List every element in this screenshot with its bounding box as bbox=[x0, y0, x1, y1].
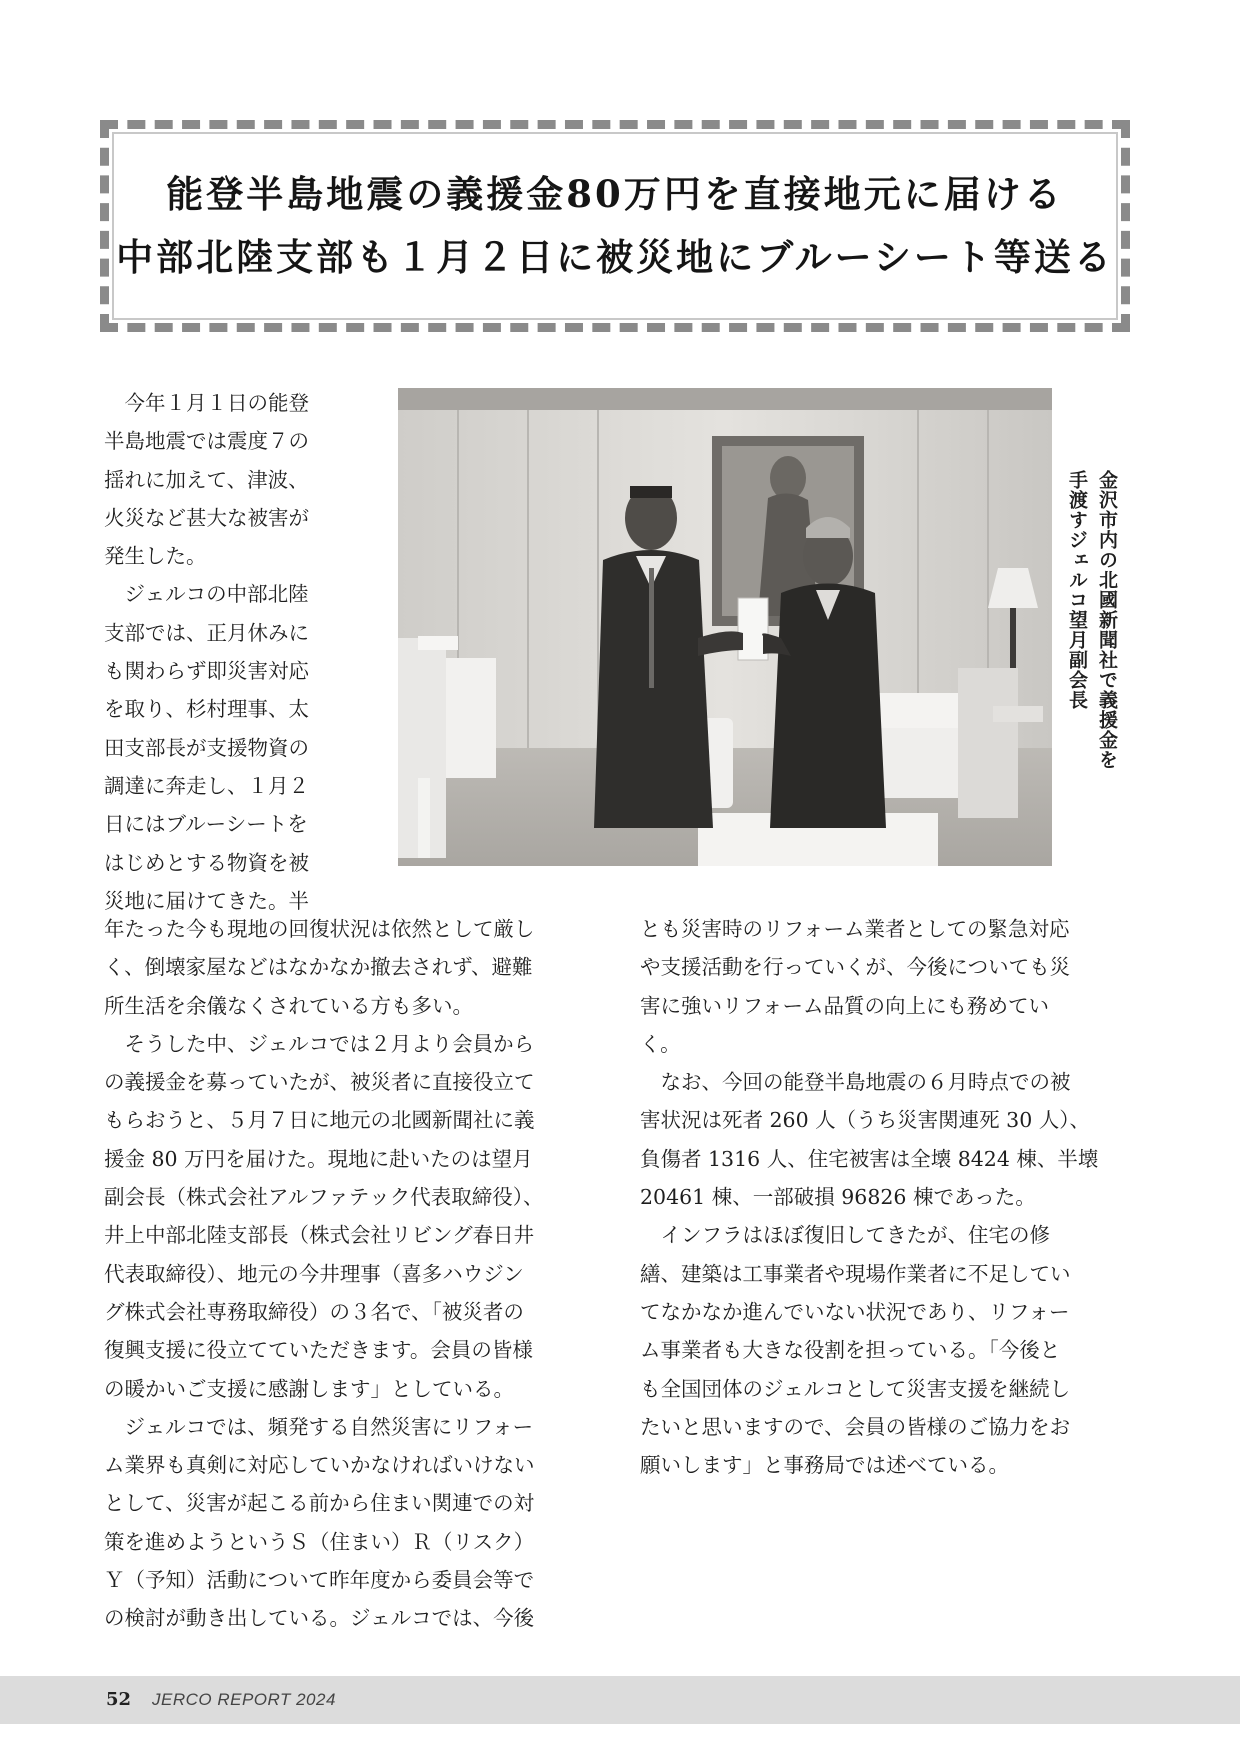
text-line: 今年１月１日の能登 bbox=[104, 391, 309, 415]
text-line: インフラはほぼ復旧してきたが、住宅の修 bbox=[640, 1223, 1050, 1248]
article-intro-column bbox=[104, 384, 340, 920]
text-line: 所生活を余儀なくされている方も多い。 bbox=[104, 993, 473, 1018]
text-line: 復興支援に役立てていただきます。会員の皆様 bbox=[104, 1338, 533, 1363]
article-photo bbox=[398, 388, 1052, 866]
text-line: ム業界も真剣に対応していかなければいけない bbox=[104, 1453, 535, 1478]
text-line: を取り、杉村理事、太 bbox=[104, 697, 309, 722]
text-line: 負傷者 1316 人、住宅被害は全壊 8424 棟、半壊 bbox=[640, 1146, 1099, 1171]
text-line: として、災害が起こる前から住まい関連での対 bbox=[104, 1491, 535, 1516]
text-line: 援金 80 万円を届けた。現地に赴いたのは望月 bbox=[104, 1146, 533, 1171]
publication-name: JERCO REPORT 2024 bbox=[152, 1690, 336, 1709]
text-line: も関わらず即災害対応 bbox=[104, 659, 309, 684]
text-line: ジェルコの中部北陸 bbox=[104, 582, 309, 607]
text-line: 代表取締役）、地元の今井理事（喜多ハウジン bbox=[104, 1261, 524, 1286]
text-line: 日にはブルーシートを bbox=[104, 812, 308, 837]
text-line: や支援活動を行っていくが、今後についても災 bbox=[640, 955, 1071, 980]
text-line: そうした中、ジェルコでは２月より会員から bbox=[104, 1031, 535, 1056]
title-box-inner-edge bbox=[112, 132, 1118, 320]
text-line: 願いします」と事務局では述べている。 bbox=[640, 1453, 1009, 1478]
text-line: 副会長（株式会社アルファテック代表取締役）、 bbox=[104, 1185, 544, 1210]
text-line: 策を進めようというＳ（住まい）Ｒ（リスク） bbox=[104, 1529, 535, 1554]
title-line-2: 中部北陸支部も１月２日に被災地にブルーシート等送る bbox=[116, 235, 1114, 279]
text-line: 害状況は死者 260 人（うち災害関連死 30 人）、 bbox=[640, 1108, 1091, 1133]
text-line: く、倒壊家屋などはなかなか撤去されず、避難 bbox=[104, 955, 533, 980]
text-line: Ｙ（予知）活動について昨年度から委員会等で bbox=[104, 1568, 535, 1593]
text-line: 火災など甚大な被害が bbox=[104, 505, 309, 530]
photo-caption-line-2: 手渡すジェルコ望月副会長 bbox=[1066, 470, 1088, 710]
text-line: ム事業者も大きな役割を担っている。「今後と bbox=[640, 1338, 1061, 1363]
text-line: の検討が動き出している。ジェルコでは、今後 bbox=[104, 1606, 535, 1631]
text-line: 井上中部北陸支部長（株式会社リビング春日井 bbox=[104, 1223, 535, 1248]
text-line: の暖かいご支援に感謝します」としている。 bbox=[104, 1376, 514, 1401]
title-line-1: 能登半島地震の義援金80万円を直接地元に届ける bbox=[166, 172, 1064, 216]
text-line: グ株式会社専務取締役）の３名で、「被災者の bbox=[104, 1299, 524, 1324]
text-line: たいと思いますので、会員の皆様のご協力をお bbox=[640, 1414, 1071, 1439]
text-line: 支部では、正月休みに bbox=[104, 620, 309, 645]
photo-caption-line-1: 金沢市内の北國新聞社で義援金を bbox=[1096, 470, 1118, 770]
text-line: 繕、建築は工事業者や現場作業者に不足してい bbox=[640, 1261, 1071, 1286]
text-line: はじめとする物資を被 bbox=[104, 850, 309, 875]
article-right-column bbox=[640, 910, 1130, 1484]
text-line: 災地に届けてきた。半 bbox=[104, 888, 309, 913]
title-box bbox=[100, 120, 1130, 332]
text-line: 揺れに加えて、津波、 bbox=[104, 467, 309, 492]
text-line: も全国団体のジェルコとして災害支援を継続し bbox=[640, 1376, 1071, 1401]
text-line: 半島地震では震度７の bbox=[104, 429, 309, 454]
text-line: 発生した。 bbox=[104, 544, 207, 569]
photo-handover-illustration bbox=[398, 388, 1052, 866]
text-line: てなかなか進んでいない状況であり、リフォー bbox=[640, 1299, 1070, 1324]
text-line: 年たった今も現地の回復状況は依然として厳し bbox=[104, 917, 535, 941]
article-left-column bbox=[104, 910, 594, 1638]
page-number: 52 bbox=[106, 1689, 132, 1710]
photo-caption bbox=[1062, 470, 1122, 800]
text-line: 調達に奔走し、１月２ bbox=[104, 773, 309, 798]
text-line: なお、今回の能登半島地震の６月時点での被 bbox=[640, 1070, 1071, 1095]
text-line: く。 bbox=[640, 1031, 681, 1056]
text-line: 20461 棟、一部破損 96826 棟であった。 bbox=[640, 1185, 1036, 1210]
text-line: 害に強いリフォーム品質の向上にも務めてい bbox=[640, 993, 1049, 1018]
text-line: もらおうと、５月７日に地元の北國新聞社に義 bbox=[104, 1108, 535, 1133]
text-line: 田支部長が支援物資の bbox=[104, 735, 309, 760]
text-line: の義援金を募っていたが、被災者に直接役立て bbox=[104, 1070, 535, 1095]
text-line: とも災害時のリフォーム業者としての緊急対応 bbox=[640, 917, 1070, 941]
text-line: ジェルコでは、頻発する自然災害にリフォー bbox=[104, 1414, 534, 1439]
